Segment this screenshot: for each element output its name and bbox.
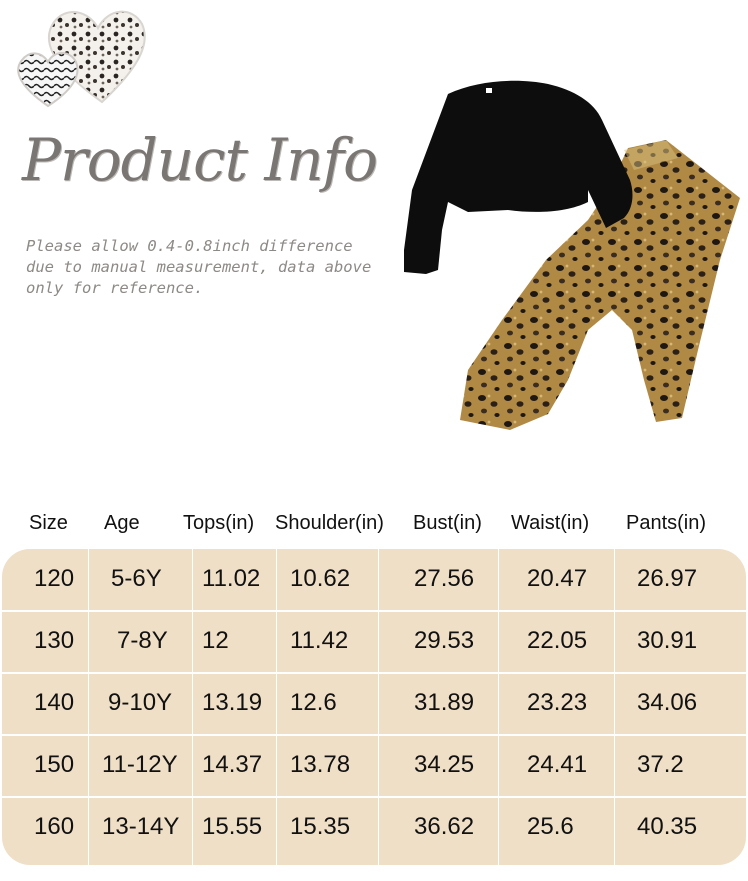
cell-waist: 23.23 — [527, 689, 588, 716]
header-size: Size — [29, 512, 68, 534]
cell-age: 5-6Y — [111, 565, 162, 592]
cell-tops: 15.55 — [202, 813, 263, 840]
table-row — [0, 673, 748, 733]
cell-size: 160 — [34, 813, 75, 840]
cell-bust: 31.89 — [414, 689, 475, 716]
cell-pants: 37.2 — [637, 751, 684, 778]
product-info-title: Product Info — [22, 126, 378, 194]
cell-size: 140 — [34, 689, 75, 716]
table-row — [0, 611, 748, 671]
header-tops: Tops(in) — [183, 512, 255, 534]
table-row — [0, 797, 748, 857]
header-waist: Waist(in) — [511, 512, 590, 534]
cell-waist: 22.05 — [527, 627, 588, 654]
cell-bust: 34.25 — [414, 751, 475, 778]
header-bust: Bust(in) — [413, 512, 482, 534]
header-age: Age — [104, 512, 140, 534]
cell-waist: 24.41 — [527, 751, 588, 778]
cell-waist: 20.47 — [527, 565, 588, 592]
cell-pants: 26.97 — [637, 565, 698, 592]
striped-heart-icon — [18, 53, 77, 106]
cell-age: 9-10Y — [108, 689, 173, 716]
cell-tops: 12 — [202, 627, 229, 654]
header-pants: Pants(in) — [626, 512, 707, 534]
cell-bust: 36.62 — [414, 813, 475, 840]
cell-shoulder: 11.42 — [290, 627, 349, 654]
cell-shoulder: 12.6 — [290, 689, 337, 716]
measurement-note: Please allow 0.4-0.8inch difference due to manual measurement, data above only for reference. — [26, 237, 372, 297]
header-shoulder: Shoulder(in) — [275, 512, 384, 534]
product-image — [398, 80, 748, 440]
cell-bust: 27.56 — [414, 565, 475, 592]
cell-tops: 14.37 — [202, 751, 263, 778]
cell-shoulder: 15.35 — [290, 813, 351, 840]
cell-bust: 29.53 — [414, 627, 475, 654]
cell-size: 150 — [34, 751, 75, 778]
cell-size: 130 — [34, 627, 75, 654]
cell-age: 13-14Y — [102, 813, 180, 840]
cell-age: 7-8Y — [117, 627, 168, 654]
table-row — [0, 549, 748, 609]
cell-pants: 30.91 — [637, 627, 698, 654]
cell-tops: 11.02 — [202, 565, 261, 592]
cell-pants: 40.35 — [637, 813, 698, 840]
cell-size: 120 — [34, 565, 75, 592]
cell-shoulder: 10.62 — [290, 565, 351, 592]
cell-age: 11-12Y — [102, 751, 178, 778]
cell-shoulder: 13.78 — [290, 751, 351, 778]
cell-pants: 34.06 — [637, 689, 698, 716]
table-row — [0, 735, 748, 795]
cell-waist: 25.6 — [527, 813, 574, 840]
decorative-hearts-image — [14, 2, 154, 112]
cell-tops: 13.19 — [202, 689, 263, 716]
size-table-header — [0, 503, 748, 543]
